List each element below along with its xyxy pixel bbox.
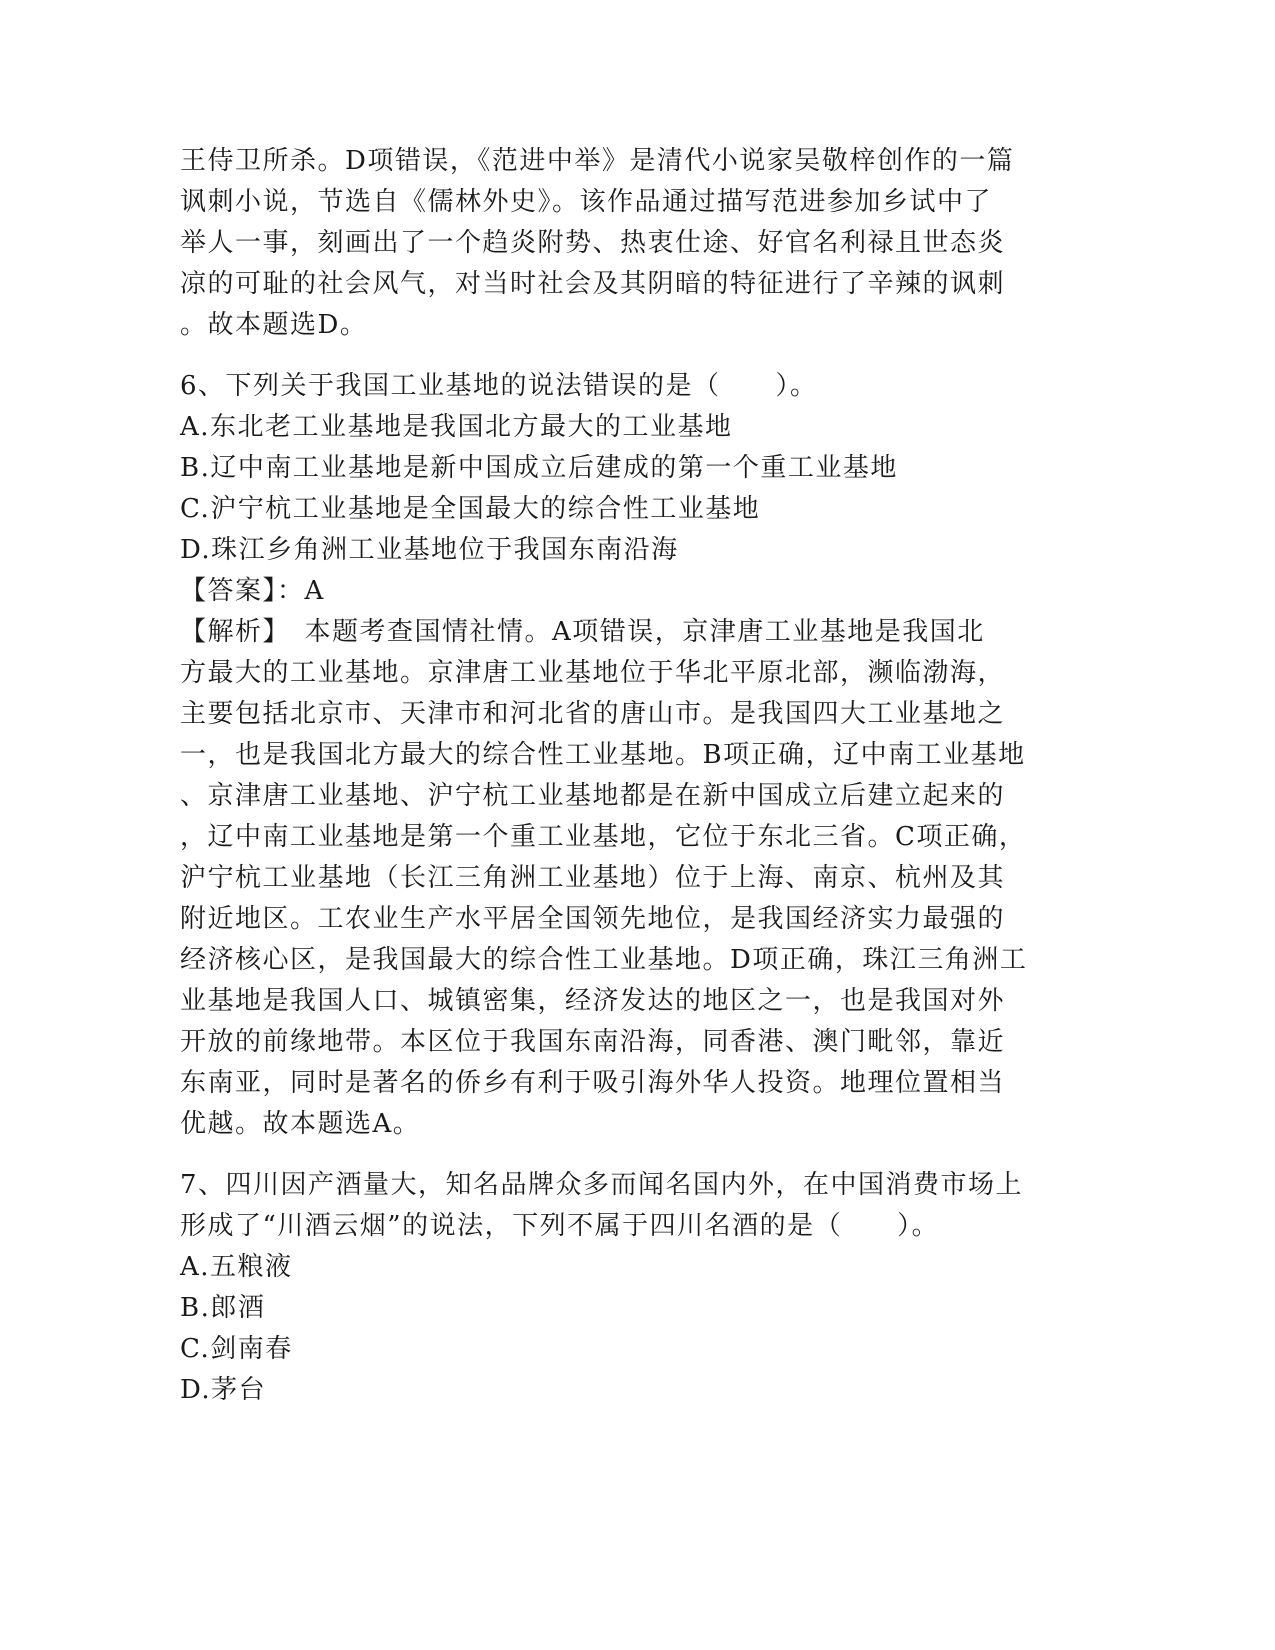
analysis-line: 主要包括北京市、天津市和河北省的唐山市。是我国四大工业基地之 (180, 699, 1006, 729)
analysis-line: 开放的前缘地带。本区位于我国东南沿海，同香港、澳门毗邻，靠近 (180, 1027, 1006, 1057)
question-stem: 7、四川因产酒量大，知名品牌众多而闻名国内外，在中国消费市场上 (180, 1170, 1024, 1200)
option-c: C.沪宁杭工业基地是全国最大的综合性工业基地 (180, 494, 761, 524)
option-d: D.茅台 (180, 1375, 267, 1405)
option-a: A.五粮液 (180, 1252, 293, 1282)
analysis-line: 一，也是我国北方最大的综合性工业基地。B项正确，辽中南工业基地 (180, 740, 1026, 770)
analysis-line: 方最大的工业基地。京津唐工业基地位于华北平原北部，濒临渤海， (180, 658, 1006, 688)
analysis-line: 、京津唐工业基地、沪宁杭工业基地都是在新中国成立后建立起来的 (180, 781, 1006, 811)
analysis-line: 经济核心区，是我国最大的综合性工业基地。D项正确，珠江三角洲工 (180, 945, 1028, 975)
analysis-line: 业基地是我国人口、城镇密集，经济发达的地区之一，也是我国对外 (180, 986, 1006, 1016)
text-line: 讽刺小说，节选自《儒林外史》。该作品通过描写范进参加乡试中了 (180, 187, 993, 217)
option-b: B.郎酒 (180, 1293, 266, 1323)
option-c: C.剑南春 (180, 1334, 293, 1364)
question-stem: 形成了“川酒云烟”的说法，下列不属于四川名酒的是（ ）。 (180, 1211, 940, 1241)
text-line: 举人一事，刻画出了一个趋炎附势、热衷仕途、好官名利禄且世态炎 (180, 228, 1006, 258)
option-a: A.东北老工业基地是我国北方最大的工业基地 (180, 412, 733, 442)
analysis-line: 附近地区。工农业生产水平居全国领先地位，是我国经济实力最强的 (180, 904, 1006, 934)
text-line: 。故本题选D。 (180, 310, 368, 340)
analysis-line: 沪宁杭工业基地（长江三角洲工业基地）位于上海、南京、杭州及其 (180, 863, 1006, 893)
answer-line: 【答案】：A (180, 576, 325, 606)
analysis-line: ，辽中南工业基地是第一个重工业基地，它位于东北三省。C项正确， (180, 822, 1027, 852)
question-stem: 6、下列关于我国工业基地的说法错误的是（ ）。 (180, 371, 818, 401)
analysis-line: 东南亚，同时是著名的侨乡有利于吸引海外华人投资。地理位置相当 (180, 1068, 1006, 1098)
analysis-line: 优越。故本题选A。 (180, 1109, 421, 1139)
text-line: 王侍卫所杀。D项错误，《范进中举》是清代小说家吴敬梓创作的一篇 (180, 146, 1015, 176)
analysis-line: 【解析】 本题考查国情社情。A项错误，京津唐工业基地是我国北 (180, 617, 985, 647)
text-line: 凉的可耻的社会风气，对当时社会及其阴暗的特征进行了辛辣的讽刺 (180, 269, 1006, 299)
option-d: D.珠江乡角洲工业基地位于我国东南沿海 (180, 535, 679, 565)
option-b: B.辽中南工业基地是新中国成立后建成的第一个重工业基地 (180, 453, 898, 483)
